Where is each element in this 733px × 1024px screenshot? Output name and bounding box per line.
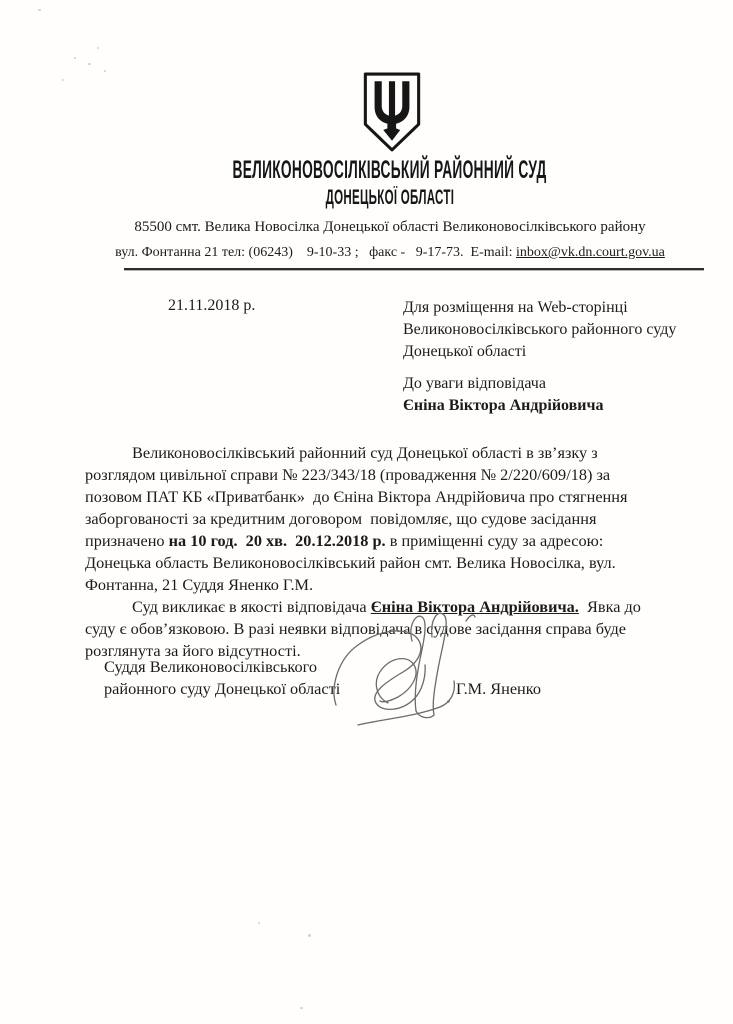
signer-name: Г.М. Яненко bbox=[456, 679, 541, 698]
scan-speck bbox=[74, 57, 76, 59]
recipient-line: Донецької області bbox=[403, 343, 527, 360]
attention-name: Єніна Віктора Андрійовича bbox=[403, 397, 604, 414]
court-name-heading bbox=[56, 158, 724, 183]
scan-speck bbox=[38, 9, 41, 11]
spacer bbox=[403, 363, 676, 373]
scan-speck bbox=[308, 934, 311, 937]
court-region-heading bbox=[56, 187, 724, 208]
handwritten-signature bbox=[328, 607, 478, 727]
signer-title-line2: районного суду Донецької області bbox=[104, 679, 341, 698]
contact-text: вул. Фонтанна 21 тел: (06243) 9-10-33 ; факс - 9-17-73. E-mail: bbox=[115, 245, 517, 260]
recipient-block bbox=[403, 297, 676, 417]
signer-title bbox=[104, 656, 340, 700]
document-date: 21.11.2018 р. bbox=[168, 297, 256, 314]
court-name-line1: ВЕЛИКОНОВОСІЛКІВСЬКИЙ РАЙОННИЙ СУД bbox=[232, 156, 548, 184]
recipient-line: Для розміщення на Web-сторінці bbox=[403, 299, 628, 316]
scan-speck bbox=[62, 79, 64, 81]
hearing-location: в приміщенні суду за адресою: Донецька область Великоновосілківський район смт. Велика Новосілка, вул. Фонтанна, 21 Суддя Яненко Г.М. bbox=[85, 531, 620, 594]
summons-name: Єніна Віктора Андрійовича. bbox=[370, 597, 579, 616]
court-address: 85500 смт. Велика Новосілка Донецької області Великоновосілківського району bbox=[134, 219, 646, 235]
ukraine-trident-emblem bbox=[361, 71, 423, 153]
scan-speck bbox=[88, 63, 91, 65]
summons-text: Суд викликає в якості відповідача bbox=[132, 597, 371, 616]
hearing-text: Великоновосілківський районний суд Донецької області в зв’язку з розглядом цивільної справи № 223/343/18 (провадження № 2/220/609/18) за позовом ПАТ КБ «Приватбанк» до Єніна Віктора Андрійовича про стягнення заборгованості за кредитним договором повідомляє, що судове засідання призначено bbox=[85, 443, 632, 550]
summons-warning: Явка до суду є обов’язковою. В разі неявки відповідача в судове засідання справа буде розглянута за його відсутності. bbox=[85, 597, 646, 660]
scan-speck bbox=[104, 70, 106, 72]
scan-speck bbox=[300, 1007, 303, 1009]
scan-speck bbox=[97, 47, 99, 49]
signer-title-line1: Суддя Великоновосілківського bbox=[104, 657, 318, 676]
hearing-datetime: на 10 год. 20 хв. 20.12.2018 р. bbox=[168, 531, 386, 550]
scan-speck bbox=[258, 922, 260, 924]
court-email: inbox@vk.dn.court.gov.ua bbox=[516, 245, 665, 260]
recipient-line: Великоновосілківського районного суду bbox=[403, 321, 677, 338]
court-name-line2: ДОНЕЦЬКОЇ ОБЛАСТІ bbox=[325, 186, 455, 209]
letterhead-divider bbox=[124, 268, 704, 270]
court-contact-line bbox=[56, 245, 724, 261]
attention-label: До уваги відповідача bbox=[403, 375, 546, 392]
paragraph-hearing bbox=[85, 442, 670, 596]
